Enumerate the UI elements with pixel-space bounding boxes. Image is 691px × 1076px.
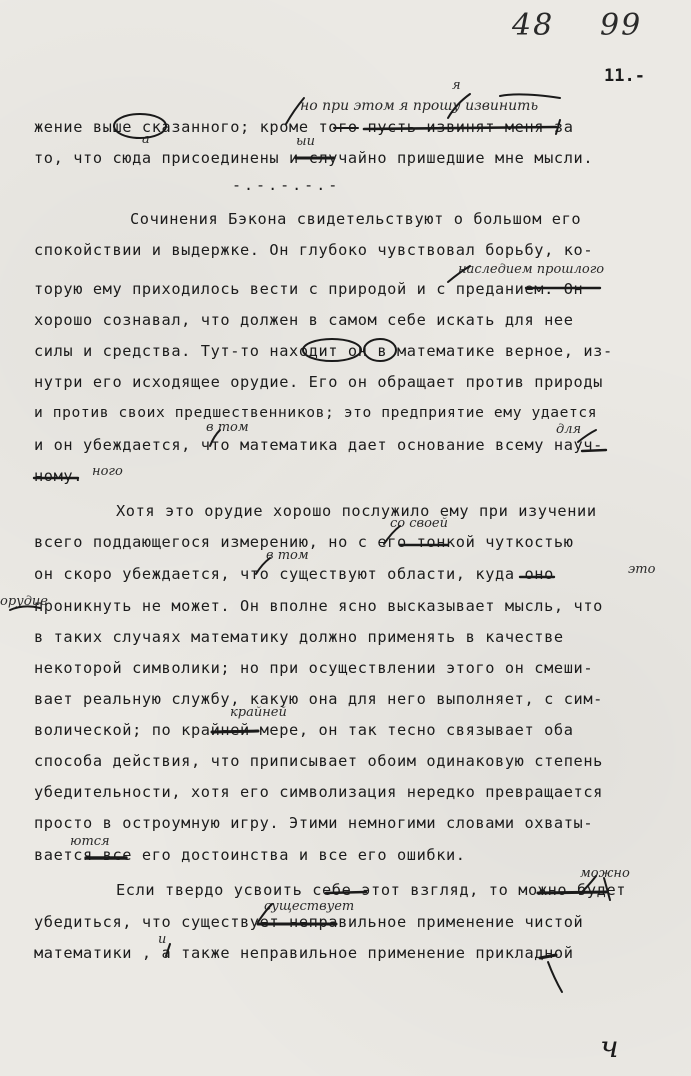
annotation-sushchestvuet: существует xyxy=(264,899,355,914)
annotation-krainei: крайней xyxy=(230,705,287,720)
page-number: 11.- xyxy=(604,66,645,86)
annotation-dlya: для xyxy=(556,422,582,437)
insert-stroke-7 xyxy=(578,430,596,442)
insert-stroke-9 xyxy=(256,558,270,574)
annotation-letter-i: и xyxy=(158,932,167,947)
insert-stroke-15 xyxy=(548,962,562,992)
text-line-8: нутри его исходящее орудие. Его он обращает против природы xyxy=(34,373,603,391)
text-line-25: убедиться, что существует неправильное применение чистой xyxy=(34,913,584,931)
insert-stroke-2 xyxy=(448,94,470,118)
strike-togo-pust-izvinyat xyxy=(364,127,556,129)
loop-on xyxy=(364,339,396,361)
text-line-13: всего поддающегося измерению, но с его тонкой чуткостью xyxy=(34,533,574,551)
text-line-23: вается все его достоинства и все его ошибки. xyxy=(34,846,466,864)
text-line-22: просто в остроумную игру. Этими немногими словами охваты- xyxy=(34,814,594,832)
strike-oroy xyxy=(582,450,606,451)
text-line-26: математики , а также неправильное применение прикладной xyxy=(34,944,574,962)
annotation-orudie: орудие xyxy=(0,594,48,609)
annotation-v-tom-1: в том xyxy=(206,420,249,435)
text-line-10: и он убеждается, что математика дает основание всему науч- xyxy=(34,436,603,454)
annotation-letter-ya: я xyxy=(452,78,461,93)
text-line-6: хорошо сознавал, что должен в самом себе искать для нее xyxy=(34,311,574,329)
annotation-insert-apology: но при этом я прошу извинить xyxy=(300,98,539,114)
annotation-v-tom-2: в том xyxy=(266,548,309,563)
text-line-16: в таких случаях математику должно применять в качестве xyxy=(34,628,564,646)
insert-stroke-10 xyxy=(10,606,40,610)
text-line-14: он скоро убеждается, что существуют области, куда оно xyxy=(34,565,554,583)
text-line-11: ному. xyxy=(34,467,84,485)
text-line-18: вает реальную службу, какую она для него выполняет, с сим- xyxy=(34,690,603,708)
insert-stroke-13 xyxy=(258,904,272,922)
text-line-4: спокойствии и выдержке. Он глубоко чувствовал борьбу, ко- xyxy=(34,241,594,259)
text-line-20: способа действия, что приписывает обоим одинаковую степень xyxy=(34,752,603,770)
text-line-5: торую ему приходилось вести с природой и с преданием. Он xyxy=(34,280,584,298)
insert-stroke-12 xyxy=(604,878,610,900)
text-line-7: силы и средства. Тут-то находит он в математике верное, из- xyxy=(34,342,613,360)
text-line-2: то, что сюда присоединены и случайно пришедшие мне мысли. xyxy=(34,149,594,167)
insert-stroke-14 xyxy=(166,944,170,956)
text-line-3: Сочинения Бэкона свидетельствуют о большом его xyxy=(130,210,582,228)
text-line-17: некоторой символики; но при осуществлении этого он смеши- xyxy=(34,659,594,677)
insert-stroke-1 xyxy=(286,98,304,124)
corner-mark: ч xyxy=(600,1030,619,1065)
annotation-yutsya: ются xyxy=(70,834,110,849)
text-line-12: Хотя это орудие хорошо послужило ему при изучении xyxy=(116,502,597,520)
loop-nakhodit xyxy=(303,339,361,361)
strike-nizhnei xyxy=(212,731,258,732)
text-line-24: Если твердо усвоить себе этот взгляд, то можно будет xyxy=(116,881,627,899)
annotation-ending: ыи xyxy=(296,134,315,149)
annotation-so-svoei: со своей xyxy=(390,516,448,531)
folio-number-left: 48 xyxy=(512,8,555,43)
annotation-nogo: ного xyxy=(92,464,123,479)
strike-i-prikladnoi xyxy=(540,955,556,958)
text-line-15: проникнуть не может. Он вполне ясно высказывает мысль, что xyxy=(34,597,603,615)
section-separator: -.-.-.-.- xyxy=(232,176,341,194)
insert-stroke-8 xyxy=(384,526,400,544)
text-line-19: волической; по крайней мере, он так тесно связывает оба xyxy=(34,721,574,739)
annotation-legacy: наследием прошлого xyxy=(458,262,605,277)
text-line-9: и против своих предшественников; это предприятие ему удается xyxy=(34,404,598,421)
text-line-21: убедительности, хотя его символизация нередко превращается xyxy=(34,783,603,801)
strike-sebe xyxy=(326,892,366,893)
text-line-1: жение выше сказанного; кроме того пусть извинят меня за xyxy=(34,118,574,136)
folio-number-right: 99 xyxy=(600,8,643,43)
loop-vyshe xyxy=(114,114,166,138)
insert-stroke-5 xyxy=(448,266,470,282)
annotation-mozhno: можно xyxy=(580,866,630,881)
annotation-eto: это xyxy=(628,562,656,577)
insert-stroke-3 xyxy=(500,94,560,98)
strike-prosto xyxy=(538,892,606,893)
annotation-letter-a: а xyxy=(142,132,150,147)
insert-stroke-6 xyxy=(210,430,220,446)
